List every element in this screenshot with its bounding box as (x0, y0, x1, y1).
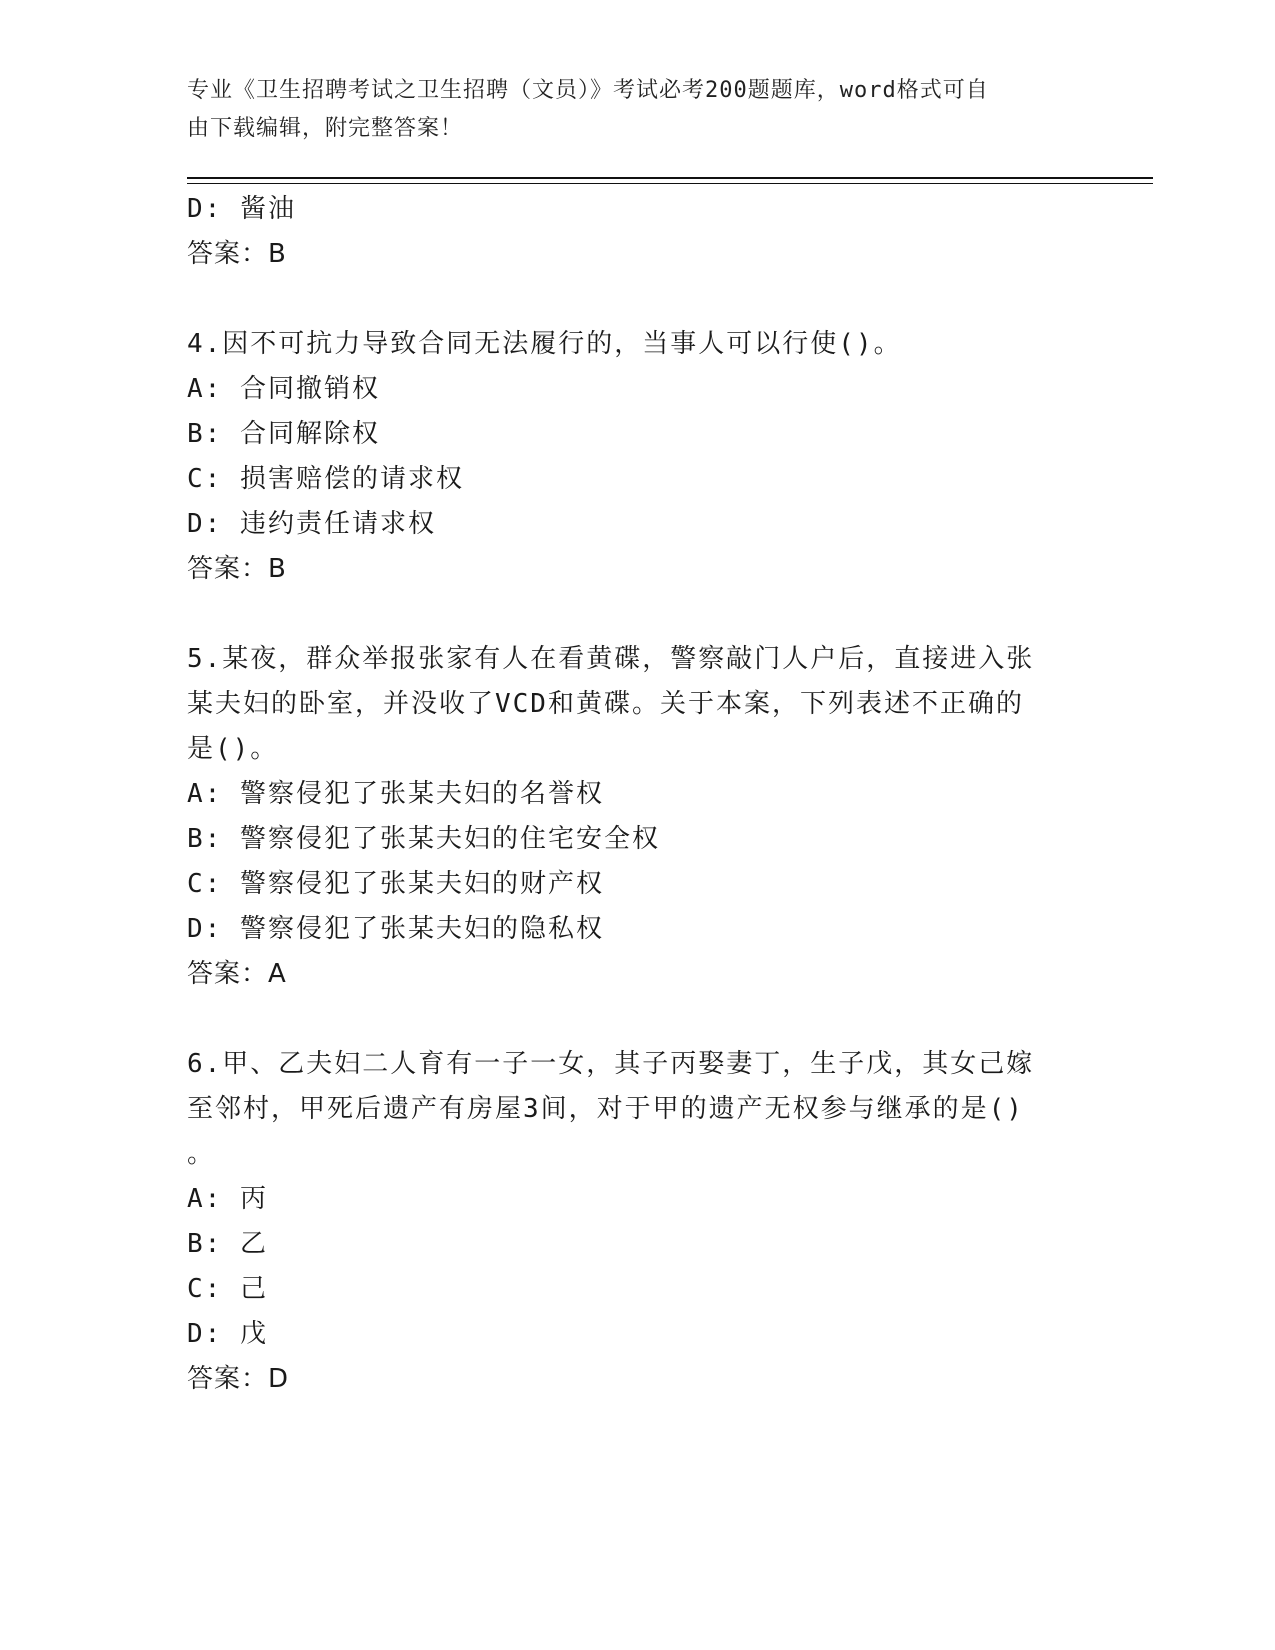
spacer (187, 997, 1067, 1042)
question-6-option-d: D: 戊 (187, 1319, 268, 1349)
question-4-option-b: B: 合同解除权 (187, 419, 380, 449)
question-5-option-d: D: 警察侵犯了张某夫妇的隐私权 (187, 914, 604, 944)
question-5-option-c: C: 警察侵犯了张某夫妇的财产权 (187, 869, 604, 899)
question-5-answer: 答案：A (187, 959, 287, 989)
question-6-option-c: C: 己 (187, 1274, 268, 1304)
question-5-text-line-1: 5.某夜，群众举报张家有人在看黄碟，警察敲门人户后，直接进入张 (187, 644, 1035, 674)
prev-option-d: D: 酱油 (187, 194, 296, 224)
question-4-option-c: C: 损害赔偿的请求权 (187, 464, 464, 494)
spacer (187, 277, 1067, 322)
document-header (187, 72, 1067, 148)
spacer (187, 592, 1067, 637)
header-line-1: 专业《卫生招聘考试之卫生招聘（文员）》考试必考200题题库，word格式可自 (187, 78, 989, 103)
question-4 (187, 322, 1067, 592)
question-6-text-line-1: 6.甲、乙夫妇二人育有一子一女，其子丙娶妻丁，生子戊，其女己嫁 (187, 1049, 1035, 1079)
header-line-2: 由下载编辑，附完整答案！ (187, 116, 464, 141)
question-5-option-a: A: 警察侵犯了张某夫妇的名誉权 (187, 779, 604, 809)
question-4-option-d: D: 违约责任请求权 (187, 509, 436, 539)
question-4-text-line-1: 4.因不可抗力导致合同无法履行的，当事人可以行使()。 (187, 329, 902, 359)
question-6-text-line-3: 。 (187, 1139, 216, 1169)
question-6-option-b: B: 乙 (187, 1229, 268, 1259)
question-5-text-line-3: 是()。 (187, 734, 279, 764)
question-4-option-a: A: 合同撤销权 (187, 374, 380, 404)
question-4-answer: 答案：B (187, 554, 287, 584)
question-5-option-b: B: 警察侵犯了张某夫妇的住宅安全权 (187, 824, 660, 854)
question-6-option-a: A: 丙 (187, 1184, 268, 1214)
question-5-text-line-2: 某夫妇的卧室，并没收了VCD和黄碟。关于本案，下列表述不正确的 (187, 689, 1024, 719)
question-6 (187, 1042, 1067, 1402)
prev-answer: 答案：B (187, 239, 287, 269)
question-5 (187, 637, 1067, 997)
question-content (187, 187, 1067, 1402)
question-6-answer: 答案：D (187, 1364, 290, 1394)
header-divider-thin (187, 183, 1153, 184)
header-divider-thick (187, 177, 1153, 179)
question-6-text-line-2: 至邻村，甲死后遗产有房屋3间，对于甲的遗产无权参与继承的是() (187, 1094, 1024, 1124)
